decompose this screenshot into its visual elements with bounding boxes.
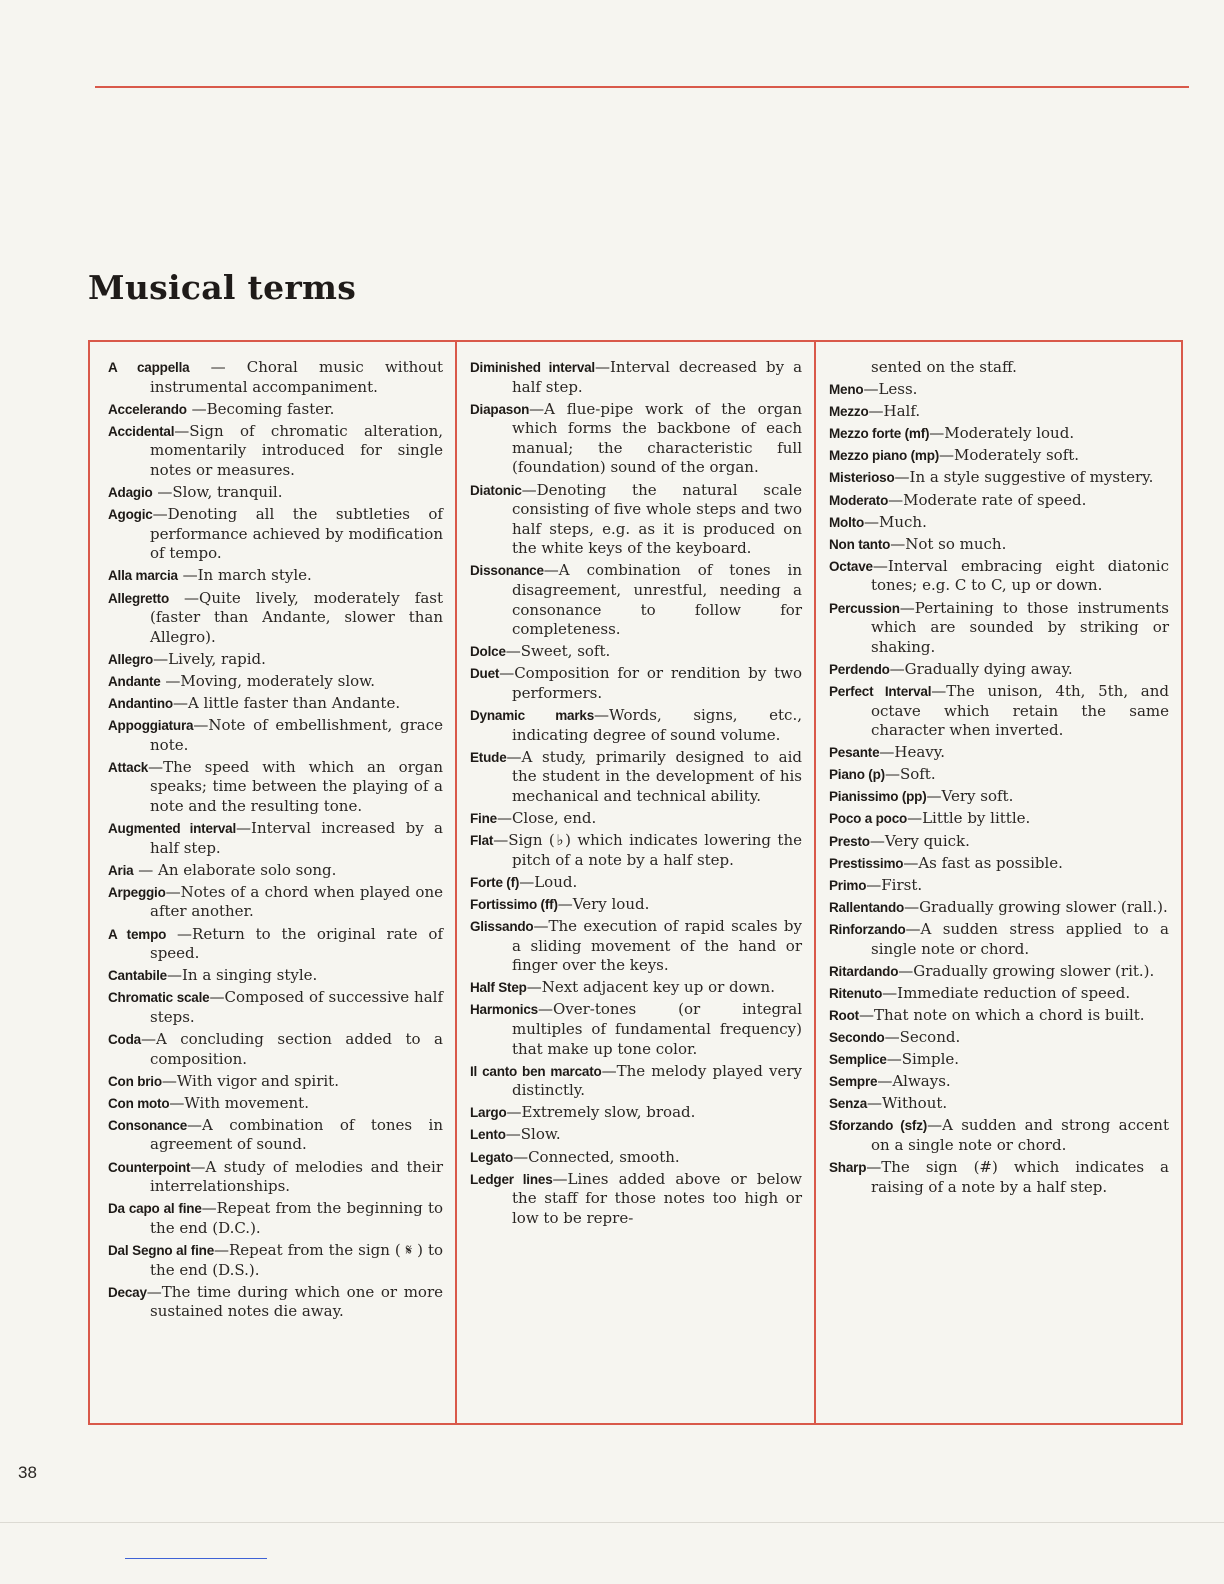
term-definition: —In a singing style. — [166, 966, 318, 985]
term-definition: —Sign of chromatic alteration, momentarily introduced for single notes or measures. — [150, 421, 443, 479]
glossary-entry — [108, 716, 443, 755]
glossary-entry — [829, 491, 1169, 511]
glossary-entry — [108, 1094, 443, 1114]
terms-box — [88, 340, 1183, 1425]
glossary-entry — [108, 589, 443, 648]
glossary-entry — [470, 706, 802, 745]
term-definition: —The melody played very distinctly. — [512, 1061, 802, 1100]
term-name: Glissando — [470, 919, 534, 935]
term-definition: —A sudden stress applied to a single note or chord. — [871, 919, 1169, 958]
term-name: Root — [829, 1007, 859, 1023]
glossary-entry — [470, 561, 802, 639]
term-name: Piano (p) — [829, 767, 885, 783]
glossary-entry — [829, 832, 1169, 852]
glossary-entry — [470, 917, 802, 976]
glossary-entry — [829, 1028, 1169, 1048]
term-definition: —Becoming faster. — [186, 399, 335, 418]
term-name: Legato — [470, 1149, 514, 1165]
glossary-entry — [470, 873, 802, 893]
glossary-entry — [829, 402, 1169, 422]
glossary-entry — [470, 1103, 802, 1123]
term-definition: —A combination of tones in disagreement, unrestful, needing a consonance to follow for completeness. — [512, 561, 802, 639]
term-definition: —Very loud. — [557, 894, 650, 913]
term-name: Dal Segno al fine — [108, 1242, 215, 1258]
term-definition: —Little by little. — [907, 809, 1031, 828]
glossary-entry — [829, 920, 1169, 959]
term-name: Chromatic scale — [108, 990, 210, 1006]
term-name: Decay — [108, 1284, 147, 1300]
glossary-entry — [829, 557, 1169, 596]
entry-continuation: sented on the staff. — [871, 358, 1017, 376]
term-name: Moderato — [829, 492, 889, 508]
glossary-entry — [470, 642, 802, 662]
glossary-entry — [470, 1148, 802, 1168]
term-definition: —In a style suggestive of mystery. — [894, 468, 1154, 487]
glossary-entry — [829, 1094, 1169, 1114]
term-name: Attack — [108, 759, 149, 775]
term-definition: —First. — [866, 875, 923, 894]
term-name: Non tanto — [829, 536, 891, 552]
terms-column-3 — [816, 342, 1181, 1423]
glossary-entry — [470, 664, 802, 703]
term-name: Diatonic — [470, 482, 522, 498]
term-definition: —Moving, moderately slow. — [160, 671, 375, 690]
term-definition: —Extremely slow, broad. — [506, 1103, 696, 1122]
term-definition: —Moderately loud. — [929, 424, 1075, 443]
term-name: Perfect Interval — [829, 683, 932, 699]
glossary-entry — [108, 358, 443, 397]
term-definition: —Gradually dying away. — [889, 659, 1073, 678]
glossary-entry — [829, 380, 1169, 400]
glossary-entry — [470, 481, 802, 559]
term-name: Meno — [829, 382, 864, 398]
glossary-entry — [829, 1006, 1169, 1026]
term-definition: —A flue-pipe work of the organ which forms the backbone of each manual; the characteristic full (foundation) sound of the organ. — [512, 399, 802, 477]
glossary-entry — [108, 422, 443, 481]
glossary-entry — [470, 1170, 802, 1229]
term-name: Percussion — [829, 600, 900, 616]
glossary-entry — [829, 765, 1169, 785]
glossary-entry — [108, 1116, 443, 1155]
glossary-entry — [829, 984, 1169, 1004]
glossary-entry — [108, 1199, 443, 1238]
term-definition: —The execution of rapid scales by a sliding movement of the hand or finger over the keys. — [512, 917, 802, 975]
glossary-entry — [829, 787, 1169, 807]
glossary-entry — [108, 758, 443, 817]
term-definition: —Next adjacent key up or down. — [526, 978, 775, 997]
term-name: Con moto — [108, 1095, 170, 1111]
term-definition: —Without. — [867, 1094, 948, 1113]
term-definition: —In march style. — [177, 566, 312, 585]
term-definition: —Composition for or rendition by two performers. — [499, 664, 802, 702]
term-name: Arpeggio — [108, 884, 166, 900]
glossary-entry — [108, 861, 443, 881]
term-definition: — Choral music without instrumental accompaniment. — [150, 358, 444, 396]
glossary-entry — [829, 1072, 1169, 1092]
glossary-entry — [470, 895, 802, 915]
term-name: Da capo al fine — [108, 1201, 202, 1217]
glossary-entry — [108, 966, 443, 986]
term-name: Rallentando — [829, 899, 905, 915]
glossary-entry — [470, 1125, 802, 1145]
glossary-entry — [108, 505, 443, 564]
term-definition: — An elaborate solo song. — [133, 860, 337, 879]
term-definition: —Immediate reduction of speed. — [882, 983, 1131, 1002]
glossary-entry — [108, 566, 443, 586]
glossary-entry — [829, 535, 1169, 555]
term-definition: —The unison, 4th, 5th, and octave which retain the same character when inverted. — [871, 681, 1169, 740]
term-name: Forte (f) — [470, 874, 520, 890]
glossary-entry — [470, 1062, 802, 1101]
page-title: Musical terms — [88, 268, 357, 307]
term-definition: —A sudden and strong accent on a single note or chord. — [871, 1116, 1169, 1154]
glossary-entry — [470, 809, 802, 829]
term-definition: —With movement. — [169, 1093, 309, 1112]
term-definition: —A little faster than Andante. — [172, 694, 401, 712]
glossary-entry — [470, 978, 802, 998]
term-definition: —Words, signs, etc., indicating degree of sound volume. — [512, 706, 802, 744]
term-name: Senza — [829, 1096, 868, 1112]
term-name: Counterpoint — [108, 1159, 191, 1175]
glossary-entry — [829, 1158, 1169, 1197]
term-name: Agogic — [108, 507, 153, 523]
term-definition: —Denoting all the subtleties of performance achieved by modification of tempo. — [150, 505, 443, 563]
term-name: Cantabile — [108, 968, 167, 984]
glossary-entry — [829, 599, 1169, 658]
term-name: Allegretto — [108, 590, 170, 606]
term-name: Mezzo — [829, 404, 869, 420]
term-definition: —Return to the original rate of speed. — [150, 924, 443, 963]
term-name: A cappella — [108, 360, 190, 375]
term-name: Fine — [470, 811, 497, 827]
glossary-entry — [829, 898, 1169, 918]
glossary-entry — [108, 1072, 443, 1092]
glossary-entry — [829, 743, 1169, 763]
term-definition: —Notes of a chord when played one after another. — [150, 882, 443, 921]
term-name: Andante — [108, 673, 161, 689]
glossary-entry — [108, 819, 443, 858]
glossary-entry — [108, 672, 443, 692]
term-definition: —Sweet, soft. — [505, 642, 611, 661]
glossary-entry — [108, 988, 443, 1027]
glossary-entry — [829, 446, 1169, 466]
term-definition: —Pertaining to those instruments which are sounded by striking or shaking. — [871, 598, 1169, 656]
term-definition: —Not so much. — [890, 534, 1007, 553]
term-definition: —Slow, tranquil. — [152, 483, 283, 502]
term-name: Sforzando (sfz) — [829, 1118, 928, 1134]
glossary-entry — [829, 424, 1169, 444]
term-name: Secondo — [829, 1029, 885, 1045]
glossary-entry — [470, 831, 802, 870]
term-name: Allegro — [108, 651, 154, 667]
term-name: Molto — [829, 514, 864, 530]
term-definition: —A study, primarily designed to aid the student in the development of his mechanical and technical ability. — [506, 747, 802, 805]
glossary-entry — [829, 468, 1169, 488]
term-definition: —Very soft. — [926, 787, 1014, 806]
term-name: Lento — [470, 1127, 506, 1143]
glossary-entry — [829, 876, 1169, 896]
term-definition: —Composed of successive half steps. — [150, 988, 443, 1026]
term-definition: —A combination of tones in agreement of sound. — [150, 1115, 443, 1154]
term-name: Rinforzando — [829, 921, 906, 937]
term-definition: —Second. — [884, 1027, 961, 1046]
glossary-entry — [829, 660, 1169, 680]
term-name: Coda — [108, 1032, 141, 1047]
term-definition: —As fast as possible. — [903, 853, 1063, 872]
term-definition: —The speed with which an organ speaks; time between the playing of a note and the resulting tone. — [148, 757, 443, 815]
glossary-entry — [108, 650, 443, 670]
top-divider — [95, 86, 1189, 88]
term-name: Aria — [108, 862, 134, 878]
term-name: Flat — [470, 833, 494, 849]
term-name: Half Step — [470, 980, 527, 996]
term-definition: —Less. — [863, 380, 918, 399]
term-definition: —The time during which one or more sustained notes die away. — [146, 1282, 443, 1321]
term-definition: —Moderate rate of speed. — [888, 490, 1087, 509]
term-definition: —The sign (#) which indicates a raising of a note by a half step. — [866, 1157, 1169, 1196]
term-definition: —Denoting the natural scale consisting of five whole steps and two half steps, e.g. as it is produced on the white keys of the keyboard. — [512, 480, 802, 558]
page-number: 38 — [18, 1463, 37, 1482]
term-definition: —Quite lively, moderately fast (faster than Andante, slower than Allegro). — [150, 588, 443, 646]
term-definition: —Loud. — [519, 872, 578, 891]
term-definition: —Moderately soft. — [939, 446, 1080, 465]
term-name: Alla marcia — [108, 568, 178, 584]
term-name: Dolce — [470, 644, 506, 660]
term-definition: —Interval embracing eight diatonic tones; e.g. C to C, up or down. — [871, 556, 1169, 595]
term-definition: —Simple. — [886, 1050, 960, 1068]
term-name: Pianissimo (pp) — [829, 789, 927, 805]
term-definition: —Interval increased by a half step. — [150, 819, 443, 857]
term-name: Mezzo forte (mf) — [829, 426, 930, 442]
term-definition: —Lively, rapid. — [153, 649, 266, 668]
term-name: Consonance — [108, 1117, 188, 1133]
glossary-entry — [470, 1000, 802, 1059]
glossary-entry — [108, 1241, 443, 1280]
glossary-entry — [470, 748, 802, 807]
term-definition: —Interval decreased by a half step. — [512, 358, 803, 396]
term-name: Andantino — [108, 696, 173, 711]
term-name: Appoggiatura — [108, 718, 194, 734]
term-name: Ritardando — [829, 963, 899, 979]
term-name: Harmonics — [470, 1002, 538, 1018]
term-definition: —A concluding section added to a composition. — [140, 1030, 443, 1068]
term-name: Accelerando — [108, 401, 187, 417]
term-definition: —Always. — [877, 1072, 951, 1091]
glossary-entry — [829, 513, 1169, 533]
term-definition: —Note of embellishment, grace note. — [150, 716, 443, 754]
term-name: Duet — [470, 666, 500, 682]
term-definition: —Sign (♭) which indicates lowering the pitch of a note by a half step. — [493, 831, 802, 869]
term-name: Pesante — [829, 745, 880, 761]
term-name: Con brio — [108, 1073, 162, 1089]
glossary-entry — [108, 1283, 443, 1322]
term-definition: —Lines added above or below the staff for those notes too high or low to be repre- — [512, 1169, 803, 1227]
glossary-entry — [829, 809, 1169, 829]
term-definition: —Much. — [864, 512, 927, 531]
term-definition: —Half. — [868, 402, 921, 421]
term-definition: —Repeat from the sign ( 𝄋 ) to the end (D.S.). — [150, 1240, 444, 1279]
glossary-entry — [108, 694, 443, 714]
term-definition: —Gradually growing slower (rit.). — [898, 961, 1155, 980]
term-name: Il canto ben marcato — [470, 1063, 602, 1079]
term-name: Accidental — [108, 423, 175, 439]
term-definition: —Soft. — [884, 765, 936, 784]
term-definition: —Very quick. — [869, 831, 970, 850]
term-name: Poco a poco — [829, 811, 908, 827]
term-name: Dissonance — [470, 563, 544, 579]
glossary-entry — [829, 1116, 1169, 1155]
glossary-entry — [829, 854, 1169, 874]
bottom-divider — [0, 1522, 1224, 1523]
term-name: Primo — [829, 877, 867, 893]
term-name: Semplice — [829, 1052, 887, 1067]
term-name: Mezzo piano (mp) — [829, 448, 940, 464]
glossary-entry — [108, 1030, 443, 1069]
term-name: Ritenuto — [829, 985, 883, 1001]
glossary-entry — [108, 400, 443, 420]
glossary-entry — [108, 1158, 443, 1197]
glossary-entry — [108, 883, 443, 922]
term-name: Perdendo — [829, 661, 890, 677]
term-name: Prestissimo — [829, 855, 904, 871]
term-definition: —Heavy. — [879, 743, 946, 762]
term-name: Diapason — [470, 401, 530, 417]
glossary-entry — [108, 925, 443, 964]
term-name: Augmented interval — [108, 821, 237, 837]
term-definition: —Slow. — [505, 1125, 561, 1144]
term-name: Presto — [829, 833, 870, 849]
term-definition: —A study of melodies and their interrelationships. — [150, 1157, 443, 1196]
terms-column-2 — [457, 342, 816, 1423]
term-name: A tempo — [108, 926, 167, 942]
terms-column-1 — [90, 342, 457, 1423]
link-underline — [125, 1558, 267, 1559]
term-definition: —Gradually growing slower (rall.). — [904, 897, 1168, 916]
glossary-entry — [829, 1050, 1169, 1070]
term-definition: —That note on which a chord is built. — [858, 1005, 1145, 1024]
glossary-entry — [470, 358, 802, 397]
term-name: Adagio — [108, 485, 153, 501]
term-name: Etude — [470, 749, 507, 765]
term-definition: —Connected, smooth. — [513, 1147, 680, 1166]
term-name: Fortissimo (ff) — [470, 896, 558, 912]
term-definition: —Repeat from the beginning to the end (D.C.). — [150, 1199, 443, 1237]
term-definition: —Close, end. — [496, 809, 597, 828]
glossary-entry — [829, 682, 1169, 741]
term-definition: —Over-tones (or integral multiples of fundamental frequency) that make up tone color. — [512, 1000, 802, 1058]
term-name: Octave — [829, 558, 873, 574]
term-name: Diminished interval — [470, 360, 595, 375]
term-name: Misterioso — [829, 470, 895, 486]
glossary-entry — [470, 400, 802, 478]
term-name: Dynamic marks — [470, 708, 595, 724]
term-definition: —With vigor and spirit. — [161, 1071, 339, 1090]
term-name: Sempre — [829, 1074, 878, 1090]
term-name: Sharp — [829, 1159, 867, 1175]
term-name: Largo — [470, 1105, 507, 1121]
glossary-entry — [108, 483, 443, 503]
term-name: Ledger lines — [470, 1171, 553, 1187]
glossary-entry — [829, 962, 1169, 982]
